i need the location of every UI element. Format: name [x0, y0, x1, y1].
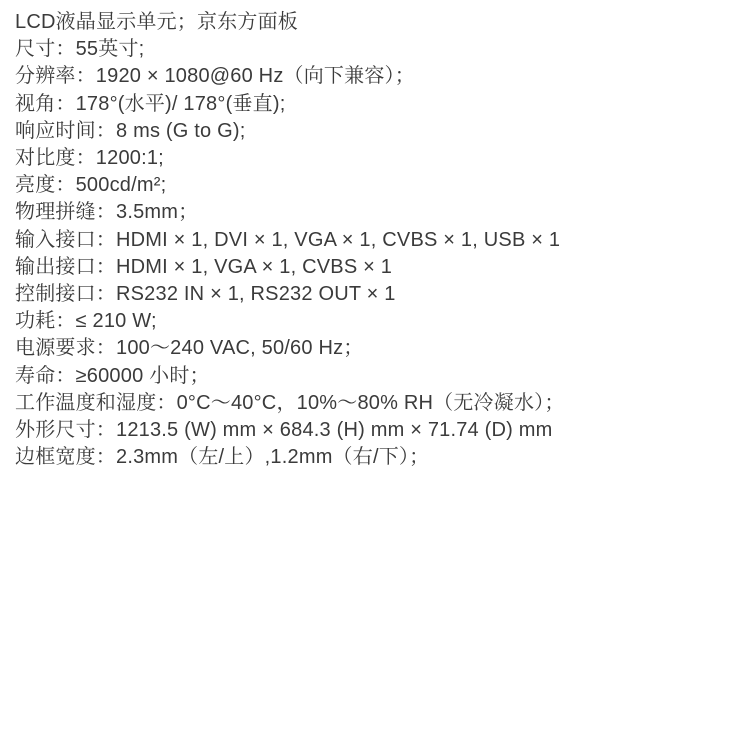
spec-input-ports: 输入接口：HDMI × 1, DVI × 1, VGA × 1, CVBS × 1, USB × 1 [15, 228, 561, 251]
spec-lifespan: 寿命：≥60000 小时； [15, 364, 210, 387]
spec-border-width: 边框宽度：2.3mm（左/上）,1.2mm（右/下）； [15, 446, 430, 469]
spec-response-time: 响应时间：8 ms (G to G); [15, 119, 246, 142]
spec-bezel-seam: 物理拼缝：3.5mm； [15, 201, 199, 224]
spec-size: 尺寸：55英寸; [15, 38, 145, 61]
spec-power-consumption: 功耗：≤ 210 W; [15, 310, 157, 333]
spec-dimensions: 外形尺寸：1213.5 (W) mm × 684.3 (H) mm × 71.74 (D) mm [15, 419, 553, 442]
spec-power-requirement: 电源要求：100～240 VAC, 50/60 Hz； [15, 337, 364, 360]
spec-viewing-angle: 视角：178°(水平)/ 178°(垂直); [15, 92, 286, 115]
spec-contrast-ratio: 对比度：1200:1; [15, 147, 164, 170]
spec-control-ports: 控制接口：RS232 IN × 1, RS232 OUT × 1 [15, 283, 396, 306]
spec-output-ports: 输出接口：HDMI × 1, VGA × 1, CVBS × 1 [15, 255, 393, 278]
spec-resolution: 分辨率：1920 × 1080@60 Hz（向下兼容）； [15, 65, 415, 88]
spec-panel-title: LCD液晶显示单元；京东方面板 [15, 11, 299, 33]
spec-brightness: 亮度：500cd/m²; [15, 174, 167, 197]
spec-temp-humidity: 工作温度和湿度：0°C～40°C，10%～80% RH（无冷凝水）； [15, 391, 565, 414]
